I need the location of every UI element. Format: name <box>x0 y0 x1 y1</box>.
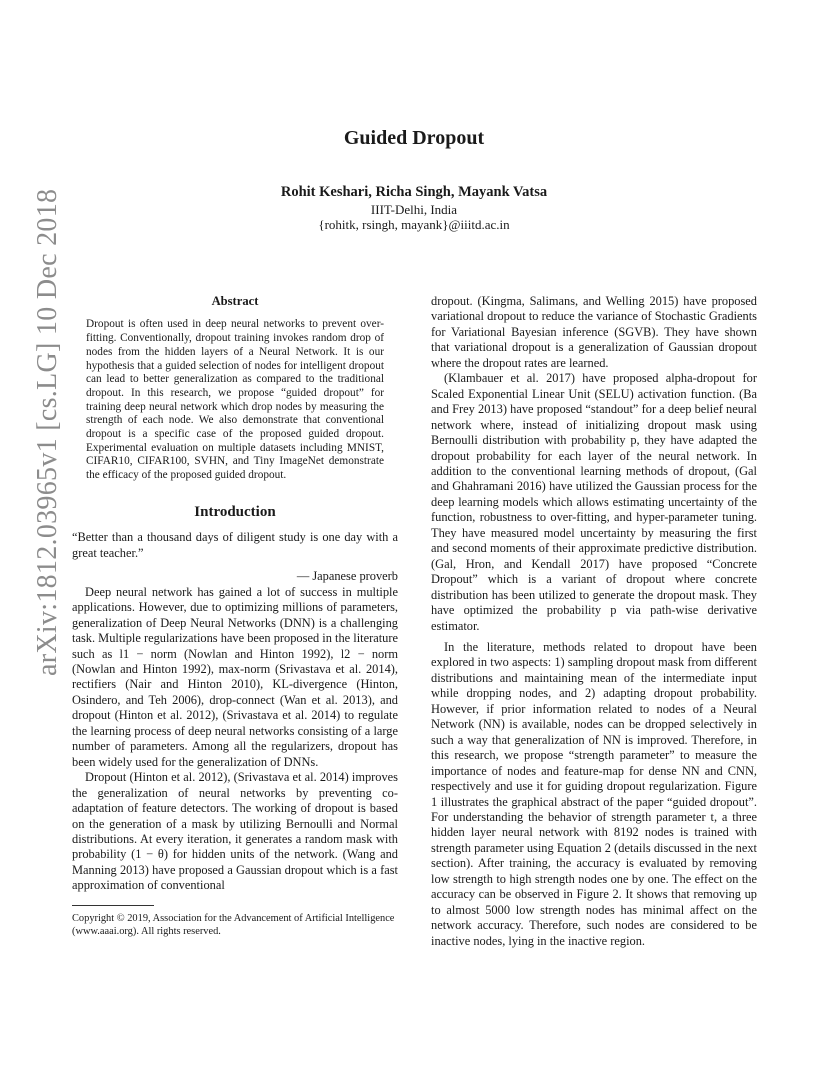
affiliation: IIIT-Delhi, India <box>370 202 458 217</box>
abstract-heading: Abstract <box>211 294 259 308</box>
abstract-text: Dropout is often used in deep neural networks to prevent over-fitting. Conventionally, dropout training invokes random drop of nodes from the hidden layers of a Neural Network. It is our hypothesis that a guided selection of nodes for intelligent dropout can lead to better generalization as compared to the traditional dropout. In this research, we propose “guided dropout” for training deep neural network which drop nodes by measuring the strength of each node. We also demonstrate that conventional dropout is a specific case of the proposed guided dropout. Experimental evaluation on multiple datasets including MNIST, CIFAR10, CIFAR100, SVHN, and Tiny ImageNet demonstrate the efficacy of the proposed guided dropout. <box>86 318 384 482</box>
intro-paragraph-1: Deep neural network has gained a lot of success in multiple applications. However, due to optimizing millions of parameters, generalization of Deep Neural Networks (DNN) is a challenging task. Multiple regularizations have been proposed in the literature such as l1 − norm (Nowlan and Hinton 1992), l2 − norm (Nowlan and Hinton 1992), max-norm (Srivastava et al. 2014), rectifiers (Nair and Hinton 2010), KL-divergence (Hinton, Osindero, and Teh 2006), drop-connect (Wan et al. 2013), and dropout (Hinton et al. 2012), (Srivastava et al. 2014) to regulate the learning process of deep neural networks consisting of a large number of parameters. Among all the regularizers, dropout has been widely used for the generalization of DNNs. <box>72 584 398 769</box>
right-paragraph-3: In the literature, methods related to dropout have been explored in two aspects: 1) sampling dropout mask from different distributions and maintaining mean of the intermediate input while dropping nodes, and 2) adapting dropout probability. However, if prior information related to nodes of a Neural Network (NN) is available, nodes can be dropped selectively in such a way that generalization of NN is improved. Therefore, in this research, we propose “strength parameter” to measure the importance of nodes and feature-map for dense NN and CNN, respectively and use it for guiding dropout regularization. Figure 1 illustrates the graphical abstract of the paper “guided dropout”. For understanding the behavior of strength parameter t, a three hidden layer neural network with 8192 nodes is trained with strength parameter using Equation 2 (details discussed in the next section). After training, the accuracy is evaluated by removing low strength to high strength nodes one by one. The effect on the accuracy can be observed in Figure 2. It shows that removing up to almost 5000 low strength nodes has minimal affect on the network accuracy. Therefore, such nodes are considered to be inactive nodes, lying in the inactive region. <box>431 639 757 948</box>
right-paragraph-1: dropout. (Kingma, Salimans, and Welling 2015) have proposed variational dropout to reduce the variance of Stochastic Gradients for Variational Bayesian inference (SGVB). They have shown that variational dropout is a generalization of Gaussian dropout where the dropout rates are learned. <box>431 294 757 370</box>
intro-paragraph-2: Dropout (Hinton et al. 2012), (Srivastava et al. 2014) improves the generalization of neural networks by preventing co-adaptation of feature detectors. The working of dropout is based on the generation of a mask by utilizing Bernoulli and Normal distributions. At every iteration, it generates a random mask with probability (1 − θ) for hidden units of the network. (Wang and Manning 2013) have proposed a Gaussian dropout which is a fast approximation of conventional <box>72 770 398 893</box>
introduction-heading: Introduction <box>194 503 276 520</box>
left-column <box>72 294 398 938</box>
paper-title: Guided Dropout <box>343 127 485 149</box>
copyright-footnote: Copyright © 2019, Association for the Advancement of Artificial Intelligence (www.aaai.org). All rights reserved. <box>72 912 395 937</box>
affiliation-block <box>0 202 828 232</box>
arxiv-identifier: arXiv:1812.03965v1 [cs.LG] 10 Dec 2018 <box>32 188 63 676</box>
author-emails: {rohitk, rsingh, mayank}@iiitd.ac.in <box>318 217 510 232</box>
right-column <box>431 294 757 949</box>
footnote-rule <box>72 905 154 906</box>
epigraph-quote: “Better than a thousand days of diligent study is one day with a great teacher.” <box>72 530 398 560</box>
right-paragraph-2: (Klambauer et al. 2017) have proposed alpha-dropout for Scaled Exponential Linear Unit (SELU) activation function. (Ba and Frey 2013) have proposed “standout” for a deep belief neural network where, instead of initializing dropout mask using Bernoulli distribution with probability p, they have adapted the dropout probability for each layer of the neural network. In addition to the conventional learning methods of dropout, (Gal and Ghahramani 2016) have utilized the Gaussian process for the deep learning models which allows estimating uncertainty of the function, robustness to over-fitting, and hyper-parameter tuning. They have measured model uncertainty by measuring the first and second moments of their approximate predictive distribution. (Gal, Hron, and Kendall 2017) have proposed “Concrete Dropout” which is a variant of dropout where concrete distribution has been utilized to generate the dropout mask. They have optimized the probability p via path-wise derivative estimator. <box>431 371 757 633</box>
epigraph-attribution: — Japanese proverb <box>296 569 398 584</box>
author-list: Rohit Keshari, Richa Singh, Mayank Vatsa <box>280 184 548 200</box>
